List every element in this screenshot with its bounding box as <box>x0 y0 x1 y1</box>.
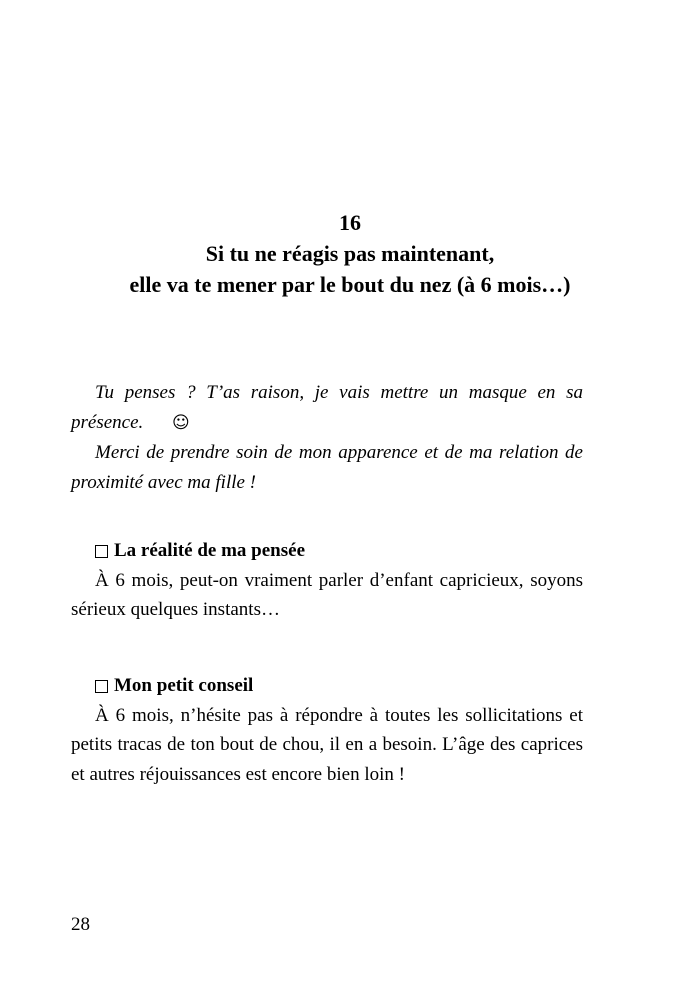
section-reality <box>71 536 583 625</box>
section-advice-heading <box>71 671 583 701</box>
chapter-number: 16 <box>339 210 361 235</box>
section-advice <box>71 671 583 789</box>
checkbox-icon <box>95 545 108 558</box>
quote-block <box>71 378 583 497</box>
quote-paragraph-1 <box>71 378 583 438</box>
chapter-title-line-2: elle va te mener par le bout du nez (à 6 mois…) <box>129 272 571 297</box>
section-advice-title: Mon petit conseil <box>114 675 254 696</box>
section-reality-heading <box>71 536 583 566</box>
quote-paragraph-2: Merci de prendre soin de mon apparence et de ma relation de proximité avec ma fille ! <box>71 442 583 493</box>
section-advice-text: À 6 mois, n’hésite pas à répondre à toutes les sollicitations et petits tracas de ton bout de chou, il en a besoin. L’âge des caprices et autres réjouissances est encore bien loin ! <box>71 704 583 785</box>
section-reality-title: La réalité de ma pensée <box>114 540 306 561</box>
chapter-title-line-1: Si tu ne réagis pas maintenant, <box>205 241 495 266</box>
chapter-heading <box>0 207 700 300</box>
checkbox-icon <box>95 680 108 693</box>
smiley-icon: ☺ <box>172 412 190 433</box>
quote-paragraph-1-text: Tu penses ? T’as raison, je vais mettre un masque en sa présence. <box>71 382 583 433</box>
section-reality-text: À 6 mois, peut-on vraiment parler d’enfant capricieux, soyons sérieux quelques instants… <box>71 569 583 620</box>
page-number: 28 <box>71 914 90 935</box>
